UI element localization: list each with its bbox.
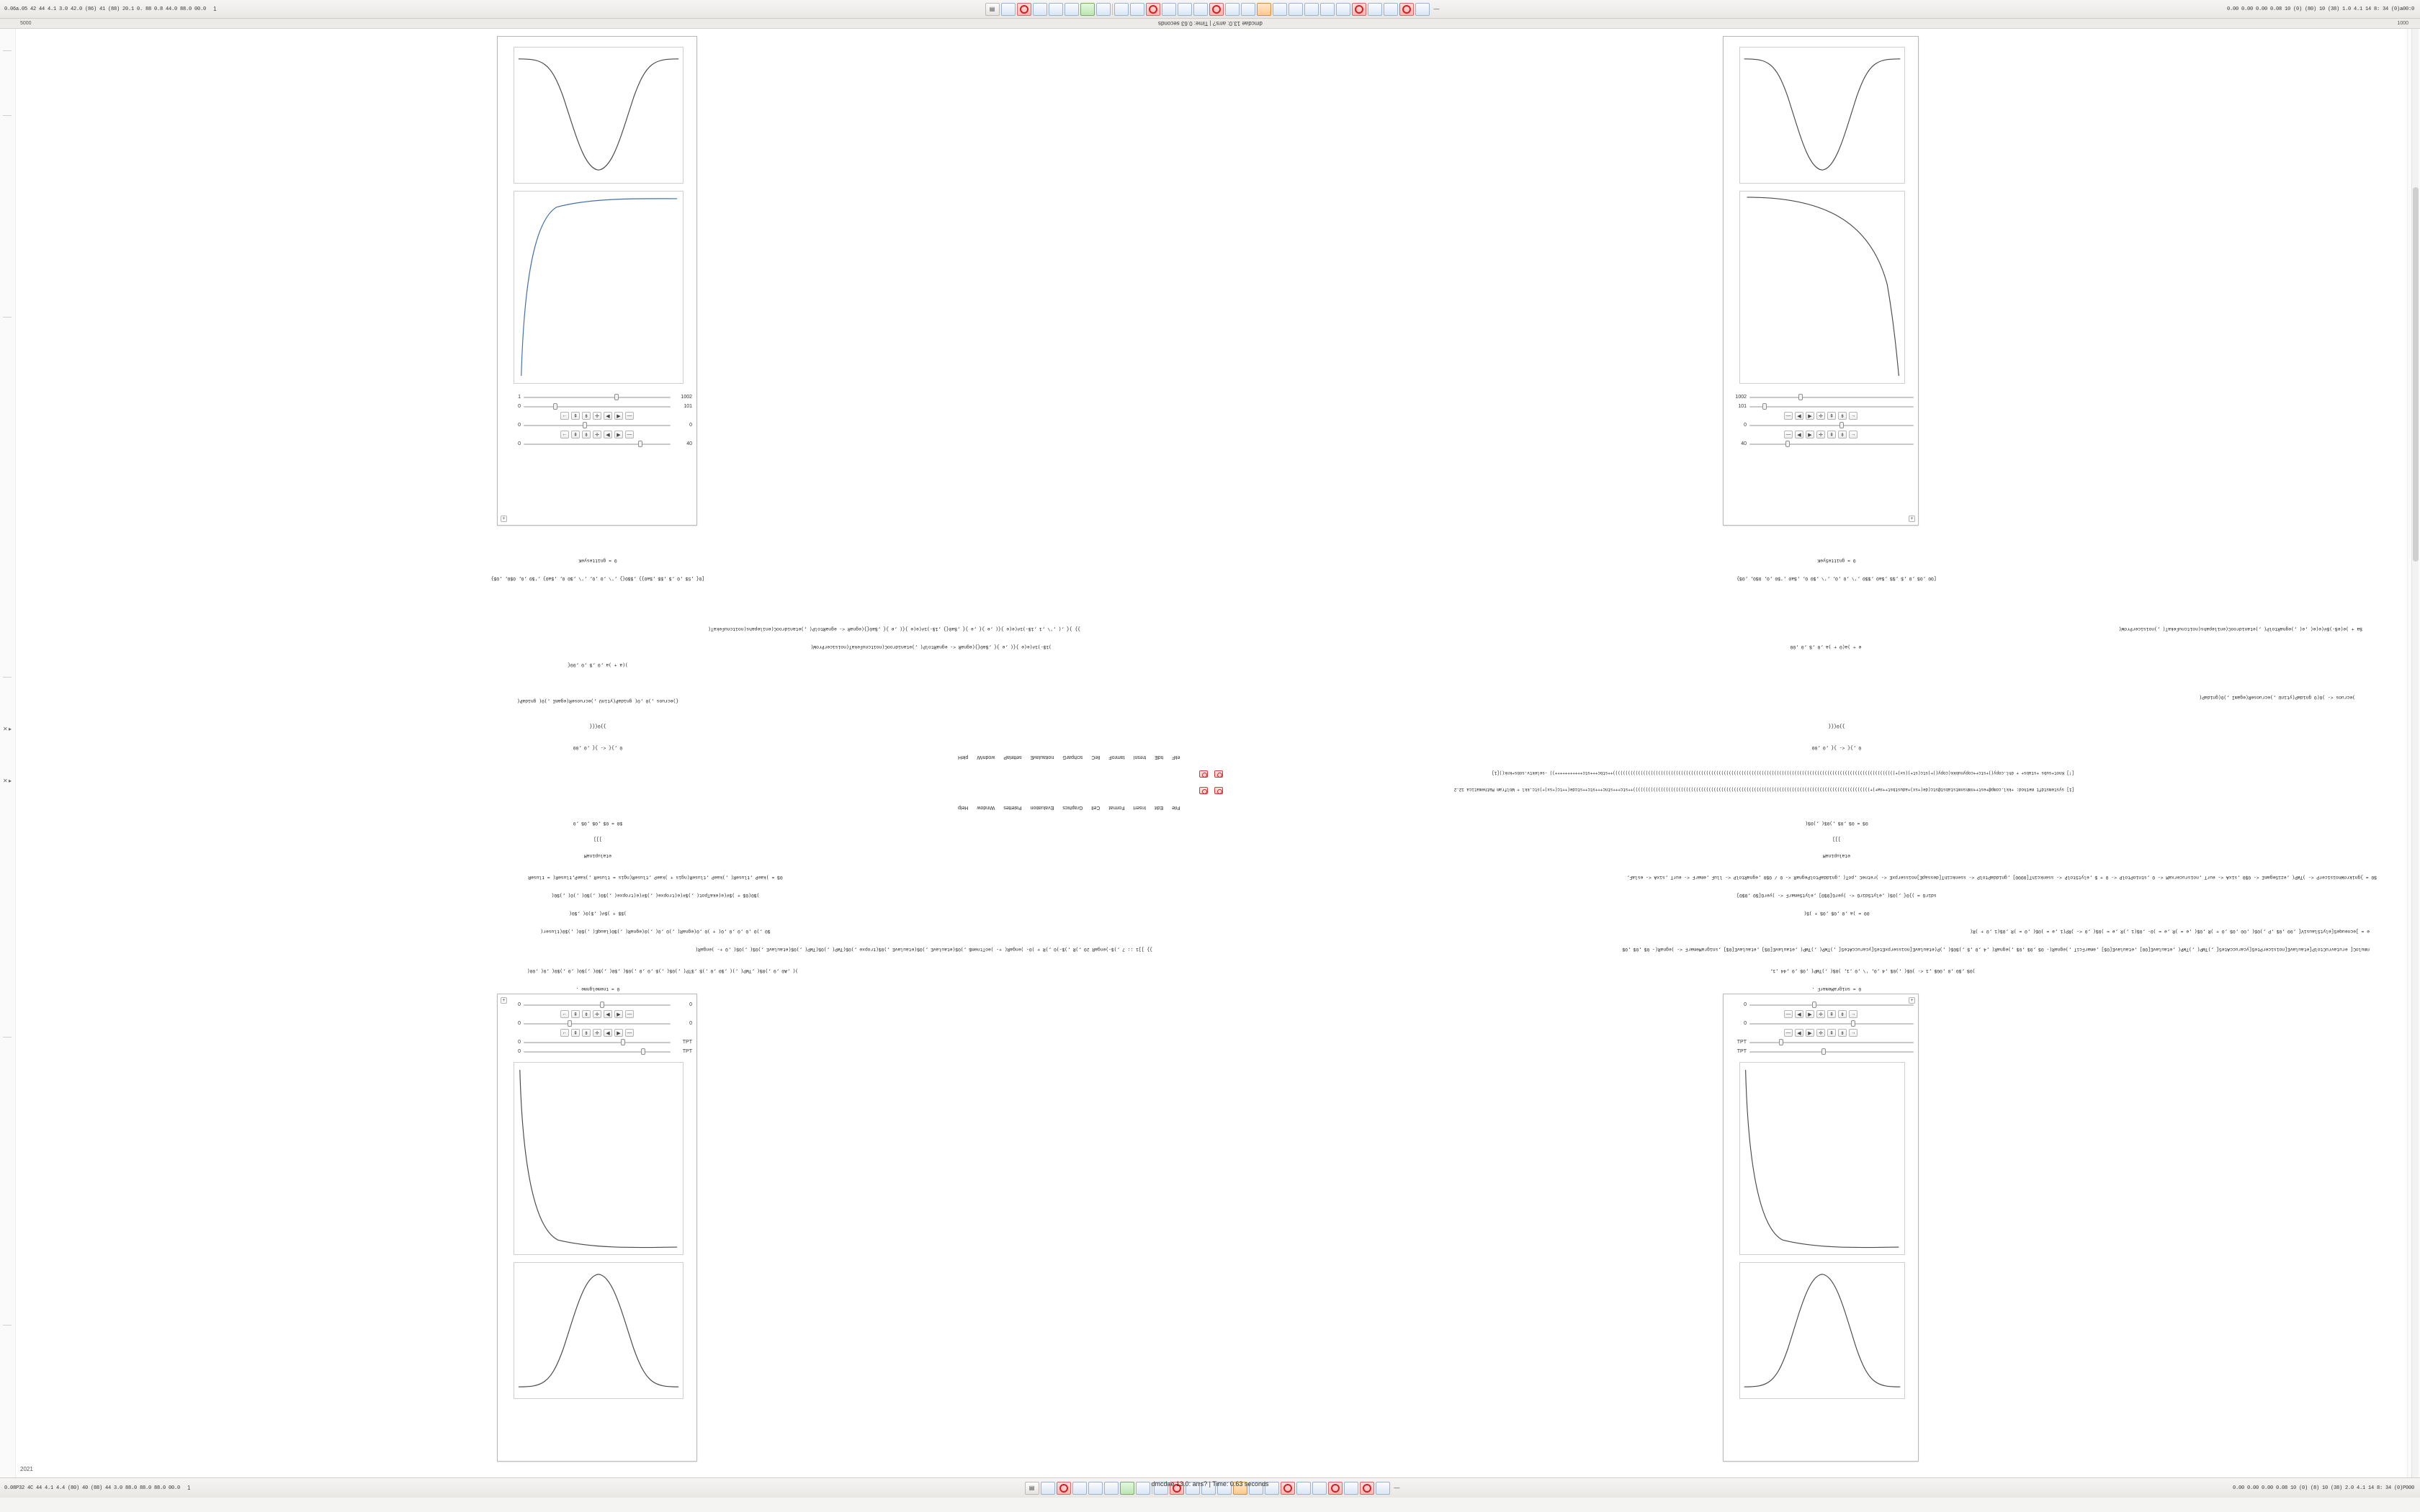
slider-bl-3[interactable]	[524, 1039, 671, 1045]
slider-value-bl-4: TPT	[682, 1049, 692, 1054]
next-button-bl-2[interactable]: ▶	[614, 1029, 623, 1037]
menu-item-format[interactable]: Format	[1108, 805, 1125, 810]
slider-br-4[interactable]	[1749, 1048, 1914, 1055]
taskbar-button-files-3[interactable]	[1065, 3, 1079, 16]
bottom-panel-left	[0, 1485, 346, 1491]
slider-label-br-2: 0	[1744, 1021, 1747, 1026]
taskbar-button-app-12[interactable]	[1336, 3, 1350, 16]
fast-forward-button-bl-2[interactable]: ⇟	[582, 1029, 591, 1037]
slider-tr-1[interactable]	[1749, 394, 1914, 400]
rewind-button-2[interactable]: ⇞	[571, 431, 580, 438]
cell-close-icon-1[interactable]: ✕	[3, 726, 8, 732]
slider-br-3[interactable]	[1749, 1039, 1914, 1045]
animation-controls-tr-2[interactable]	[1724, 430, 1918, 439]
slider-value-bl-3: TPT	[682, 1040, 692, 1045]
taskbar-button-launcher[interactable]: ▤	[985, 3, 1000, 16]
fast-forward-button-br-2[interactable]: ⇟	[1838, 1029, 1847, 1037]
rewind-button-br-2[interactable]: ⇞	[1827, 1029, 1836, 1037]
taskbar-button-app-5[interactable]	[1193, 3, 1208, 16]
code-ml-3[interactable]: 0$ = )kaeP ,tluseR( ,)kaeP ,tluseR(ngis + )kaeP ,tluseR(ngis = tluseR ,)kaeP,tluseR( = tluseR	[528, 875, 783, 880]
prev-button-bl-1[interactable]: ◀	[604, 1010, 612, 1018]
animation-controls-bl-2[interactable]	[498, 1028, 696, 1038]
taskbar-button-app-3[interactable]	[1162, 3, 1176, 16]
taskbar-button-app-13[interactable]	[1368, 3, 1382, 16]
collapse-button-bl-1[interactable]: —	[625, 1010, 634, 1018]
slider-1[interactable]	[524, 394, 671, 400]
slider-row-3[interactable]	[498, 420, 696, 430]
code-mr-6[interactable]: e = ]ecneuqeS[elytSlausiV[ ,00 ,0$ ,P ,)0$( ,00 ,0$ ,0 + )R ,0$( ,e = )R ,e = )0- ,0$(1 ,)R ,e = )0$( ,0 <- )RP(1 ,e = )0$( ,0 = )R ,0$(1 ,0 + )R(	[1970, 929, 2370, 934]
slider-row-br-2[interactable]	[1724, 1019, 1918, 1028]
bottom-panel-right	[2081, 1485, 2420, 1491]
plot-bottom-right-upper	[1739, 1062, 1905, 1255]
taskbar-button-files-1[interactable]	[1033, 3, 1047, 16]
menu-item-graphics[interactable]: Graphics	[1062, 805, 1083, 810]
manipulate-panel-bottom-right[interactable]	[1723, 994, 1919, 1462]
search-hit-marker-4[interactable]	[1214, 787, 1223, 794]
menu-item-help-mirror[interactable]: pleH	[958, 755, 969, 760]
panel-menu-icon-bl[interactable]: +	[501, 997, 507, 1004]
play-button-1[interactable]: ✛	[593, 412, 601, 420]
menu-item-help[interactable]: Help	[958, 805, 969, 810]
search-hit-marker-3[interactable]	[1199, 787, 1208, 794]
code-tr-0[interactable]: 0 = gnitteSyeK	[1817, 558, 1856, 563]
menu-item-window[interactable]: Window	[977, 805, 995, 810]
cell-expand-icon-2[interactable]: ▸	[9, 778, 12, 784]
code-tr-5[interactable]: }}0{{{	[1828, 724, 1845, 729]
taskbar-button-app-11[interactable]	[1320, 3, 1335, 16]
animation-controls-bl-1[interactable]	[498, 1009, 696, 1019]
top-panel-right	[2081, 6, 2420, 12]
step-forward-button-tr-2[interactable]: →	[1849, 431, 1857, 438]
menu-bar-bottom-mirrored[interactable]	[958, 805, 1180, 810]
code-ml-9[interactable]: 0 = tnemelgnme .	[575, 986, 620, 991]
fast-forward-button-1[interactable]: ⇟	[582, 412, 591, 420]
slider-label-tr-4: 40	[1741, 441, 1747, 446]
panel-menu-icon-tr[interactable]: +	[1909, 516, 1915, 522]
taskbar-overflow-label[interactable]: —	[1433, 6, 1440, 12]
next-button-br-2[interactable]: ▶	[1806, 1029, 1814, 1037]
step-back-button-bl-1[interactable]: ←	[560, 1010, 569, 1018]
menu-item-palettes[interactable]: Palettes	[1003, 805, 1022, 810]
slider-label-br-4: TPT	[1736, 1049, 1747, 1054]
slider-label-bl-1: 0	[518, 1002, 521, 1007]
slider-row-tr-1[interactable]	[1724, 392, 1918, 402]
menu-item-palettes-mirror[interactable]: settelaP	[1003, 755, 1022, 760]
slider-label-2: 0	[518, 404, 521, 409]
taskbar-button-app-2[interactable]	[1130, 3, 1144, 16]
panel-menu-icon-tl[interactable]: +	[501, 516, 507, 522]
slider-value-2: 101	[684, 404, 692, 409]
slider-br-1[interactable]	[1749, 1002, 1914, 1008]
code-tr-1[interactable]: [00 ,0$ ,0 ,$ ,$$ ,$a0 ,$$0 ,'\ ,0 ,0, ,'\ ,$0 0, ,$a0 ,'$0 ,0, 0$0, ,0$}	[1736, 576, 1937, 581]
system-monitor-bottom-left: 0.08P32 4C 44 4.1 4.4 (80) 40 (88) 44 3.0 88.0 88.0 88.0 00.0	[4, 1485, 181, 1491]
prev-button-1[interactable]: ◀	[604, 412, 612, 420]
taskbar-button-app-8[interactable]	[1273, 3, 1287, 16]
fast-forward-button-tr-2[interactable]: ⇟	[1838, 431, 1847, 438]
slider-tr-4[interactable]	[1749, 441, 1914, 447]
play-button-br-2[interactable]: ✛	[1816, 1029, 1825, 1037]
fast-forward-button-2[interactable]: ⇟	[582, 431, 591, 438]
taskbar-button-app-9[interactable]	[1289, 3, 1303, 16]
menu-item-window-mirror[interactable]: wodniW	[977, 755, 995, 760]
code-tl-5[interactable]: {)ecruos ,)0 ,0( gnidaP(ytinU ,)ecruoseR(egamI ,)0( gnidaP(	[516, 698, 679, 703]
slider-label-bl-4: 0	[518, 1049, 521, 1054]
collapse-button-bl-2[interactable]: —	[625, 1029, 634, 1037]
play-button-bl-2[interactable]: ✛	[593, 1029, 601, 1037]
menu-item-edit[interactable]: Edit	[1155, 805, 1164, 810]
menu-item-insert[interactable]: Insert	[1133, 805, 1147, 810]
taskbar-button-app-14[interactable]	[1384, 3, 1398, 16]
taskbar-button-record-5[interactable]	[1399, 3, 1414, 16]
slider-row-tr-2[interactable]	[1724, 402, 1918, 411]
prev-button-bl-2[interactable]: ◀	[604, 1029, 612, 1037]
slider-bl-4[interactable]	[524, 1048, 671, 1055]
rewind-button-tr-1[interactable]: ⇞	[1827, 412, 1836, 420]
collapse-button-2[interactable]: —	[625, 431, 634, 438]
slider-row-br-1[interactable]	[1724, 1000, 1918, 1009]
slider-br-2[interactable]	[1749, 1020, 1914, 1027]
code-ml-2[interactable]: etalupinaM	[584, 853, 612, 858]
rewind-button-bl-2[interactable]: ⇞	[571, 1029, 580, 1037]
step-back-button-2[interactable]: ←	[560, 431, 569, 438]
step-back-button-bl-2[interactable]: ←	[560, 1029, 569, 1037]
taskbar-button-browser[interactable]	[1096, 3, 1111, 16]
menu-bar-top-mirrored[interactable]	[958, 755, 1180, 760]
code-tl-2[interactable]: }} }{ ,( ,'\ ,1 ,1$-)1#(e(e }{( ,e }{ ,e }{ ,$a0{} ,1$-)1#(e(e }{( ,e }{ ,$a0{}(egnaR <- egnaRtolP( ,)etanidrooC(enilepahs(noitcnuFekaT(	[708, 626, 1080, 631]
plot-bottom-right-lower	[1739, 1262, 1905, 1399]
menu-item-evaluation[interactable]: Evaluation	[1030, 805, 1054, 810]
slider-row-br-3[interactable]	[1724, 1038, 1918, 1047]
animation-controls-1[interactable]	[498, 411, 696, 420]
code-tr-2[interactable]: $a + )e(e$-)$#(e(e( ,e( ,)egnaRtolP( ,)etanidrooC(enilepahs(noitcnuFekaT( ,)noisicerProW(	[2118, 626, 2362, 631]
taskbar-button-media[interactable]	[1257, 3, 1271, 16]
slider-label-br-1: 0	[1744, 1002, 1747, 1007]
code-ml-5[interactable]: )$$ + )$#( ,$)0( ,$0(	[569, 911, 627, 916]
animation-controls-br-2[interactable]	[1724, 1028, 1918, 1038]
slider-row-bl-4[interactable]	[498, 1047, 696, 1056]
slider-3[interactable]	[524, 422, 671, 428]
plot-top-right-upper	[1739, 47, 1905, 184]
play-button-br-1[interactable]: ✛	[1816, 1010, 1825, 1018]
prev-button-br-2[interactable]: ◀	[1795, 1029, 1803, 1037]
top-panel-left	[0, 6, 346, 12]
code-ml-6[interactable]: $0 ,)0 ,0 ,0 ,0 ,0( + )0 ,0(egnaR( ,)0 ,0( ,)0(egnaR( ,)$0(lauqE( ,)$0( ,)$0(tluser(	[540, 929, 771, 934]
collapse-button-br-1[interactable]: —	[1784, 1010, 1793, 1018]
next-button-bl-1[interactable]: ▶	[614, 1010, 623, 1018]
window-title-right: 1000	[2397, 21, 2408, 26]
slider-2[interactable]	[524, 403, 671, 410]
code-mr-7[interactable]: nmuloC[ erutavruCtolP[etaulavE[noisicerPteS[ycaruccAteS[ ,)TWP( ,)TWP( ,etaulavE[00] ,etaulavE[0$] ,emarFciT ,)egnaR(- 0$ ,0$ ,0$ ,)egnaR( ,4 ,0 ,$ ,)$0$( ,)P(etaulavE[noisserpxEteS[ycaruccAteS[ ,)TWP( ,)TWP( ,etaulavE[0$] ,etaulavE[0$] ,snigraMemarF <- )egnaR(- 0$ ,0$ ,0$	[1622, 947, 2370, 952]
slider-row-1[interactable]	[498, 392, 696, 402]
cell-close-icon-2[interactable]: ✕	[3, 778, 8, 784]
taskbar-bottom-overflow[interactable]: —	[1394, 1485, 1400, 1491]
code-mr-1[interactable]: ]]]	[1832, 837, 1841, 842]
code-tl-3[interactable]: )1$-)1#(e(e }{( ,e }{ ,$a0{}(egnaR <- egnaRtolP( ,)etanidrooC(noitcnuFekaT(noisicerProW(	[810, 644, 1052, 649]
taskbar-button-record-2[interactable]	[1146, 3, 1160, 16]
slider-bl-2[interactable]	[524, 1020, 671, 1027]
slider-row-4[interactable]	[498, 439, 696, 449]
code-tr-4[interactable]: )ecruos <- )0(0 gnidaP(ytinU ,)ecruoseR(egamI ,)0(gnidaP(	[2199, 695, 2355, 700]
rewind-button-tr-2[interactable]: ⇞	[1827, 431, 1836, 438]
taskbar-button-record-4[interactable]	[1352, 3, 1366, 16]
code-tl-4[interactable]: )(a + )a ,0 ,$ ,0 ,00{	[568, 662, 628, 667]
rewind-button-bl-1[interactable]: ⇞	[571, 1010, 580, 1018]
prev-button-br-1[interactable]: ◀	[1795, 1010, 1803, 1018]
manipulate-panel-top-left[interactable]	[497, 36, 697, 526]
slider-tr-2[interactable]	[1749, 403, 1914, 410]
code-tl-7[interactable]: 0 ,}{ <- }{ ,0 ,00	[573, 745, 623, 750]
menu-item-file[interactable]: File	[1172, 805, 1180, 810]
code-mr-8[interactable]: )0$ ,$0 ,0 ,00$ ,1 <- )0$( ,)0$ ,4 ,0, '\ ,0 ,1, )0$( ,)TWP( ,0$ ,0 ,44 ,1,	[1770, 968, 1976, 973]
next-button-2[interactable]: ▶	[614, 431, 623, 438]
collapse-button-br-2[interactable]: —	[1784, 1029, 1793, 1037]
taskbar-button-app-4[interactable]	[1178, 3, 1192, 16]
cell-expand-icon-1[interactable]: ▸	[9, 726, 12, 732]
animation-controls-2[interactable]	[498, 430, 696, 439]
code-tl-1[interactable]: [0{ ,5$ ,0 ,$ ,$$ ,$a0}} ,$$0{} ,'\ ,0 ,0, ,'\ ,$0 0, ,$a0} ,'$0 ,0, 0$0, ,0$}	[490, 576, 705, 581]
top-panel	[0, 0, 2420, 19]
next-button-1[interactable]: ▶	[614, 412, 623, 420]
slider-label-bl-3: 0	[518, 1040, 521, 1045]
rewind-button-1[interactable]: ⇞	[571, 412, 580, 420]
taskbar-button-app-6[interactable]	[1225, 3, 1240, 16]
play-button-tr-1[interactable]: ✛	[1816, 412, 1825, 420]
panel-menu-icon-br[interactable]: +	[1909, 997, 1915, 1004]
code-mr-9[interactable]: 0 = snigraMemarF .	[1811, 986, 1862, 991]
slider-row-bl-3[interactable]	[498, 1038, 696, 1047]
step-forward-button-tr-1[interactable]: →	[1849, 412, 1857, 420]
left-rail	[0, 29, 16, 1477]
taskbar-button-terminal[interactable]	[1001, 3, 1016, 16]
search-result-row-2[interactable]: [1] systemstdft method: +kkl.comp@+est++nmhsnmtstabst@stc(de(+sx)+adustbst++sw+)+))))))))))))))))))))))))))))))))))))))))))))))))))))))))))))))))))))))))))))))))))))))))))))))++stc+++stnc+++stc++stcde(++tc(+sx)+)stc.kkl + Wolfram Mathematica 12.2	[1453, 787, 2074, 792]
code-tr-6[interactable]: 0 ,}{ <- }{ ,0 ,00	[1811, 745, 1862, 750]
code-mr-4[interactable]: sdirG = )}0{ ,)0$( ,elytSdirG <- )yerG[0$0] ,elytSemarF <- )yerG[$0 ,0$0]	[1736, 893, 1937, 898]
slider-row-br-4[interactable]	[1724, 1047, 1918, 1056]
menu-item-format-mirror[interactable]: tamroF	[1108, 755, 1125, 760]
menu-item-cell-mirror[interactable]: lleC	[1091, 755, 1101, 760]
window-title: dmcdae 13.0: arrs? | Time: 0.63 seconds	[1157, 20, 1263, 27]
play-button-2[interactable]: ✛	[593, 431, 601, 438]
slider-row-2[interactable]	[498, 402, 696, 411]
code-mr-2[interactable]: etalupinaM	[1823, 853, 1851, 858]
scrollbar-thumb[interactable]	[2413, 187, 2419, 562]
slider-row-tr-4[interactable]	[1724, 439, 1918, 449]
slider-label-tr-3: 0	[1744, 423, 1747, 428]
taskbar-separator	[1112, 4, 1113, 15]
taskbar-button-app-1[interactable]	[1114, 3, 1129, 16]
notebook-canvas[interactable]	[0, 29, 2420, 1477]
system-monitor-bottom-right: 0.00 0.00 0.00 0.08 10 (0) (8) 10 (38) 2.0 4.1 14 8: 34 (0)P000	[2232, 1485, 2414, 1491]
taskbar-top	[346, 3, 2081, 16]
window-title-bar	[0, 19, 2420, 29]
fast-forward-button-br-1[interactable]: ⇟	[1838, 1010, 1847, 1018]
taskbar-button-app-7[interactable]	[1241, 3, 1255, 16]
play-button-tr-2[interactable]: ✛	[1816, 431, 1825, 438]
menu-item-evaluation-mirror[interactable]: noitaulavE	[1030, 755, 1054, 760]
slider-value-bl-1: 0	[689, 1002, 692, 1007]
code-ml-8[interactable]: )( ,A0 ,0 ,)0$( ,TWP( ,)( ,$0 ,0 ,)$ ,$TP( ,)0$( ,)$ ,0 ,0 ,)0$( ,$0( ,)$0( ,)$0( ,0 ,)$0( ,0( ,00(	[526, 968, 799, 973]
step-forward-button-br-1[interactable]: →	[1849, 1010, 1857, 1018]
animation-controls-tr-1[interactable]	[1724, 411, 1918, 420]
next-button-br-1[interactable]: ▶	[1806, 1010, 1814, 1018]
next-button-tr-1[interactable]: ▶	[1806, 412, 1814, 420]
canvas-bottom-left-label: 2021	[20, 1466, 33, 1472]
slider-4[interactable]	[524, 441, 671, 447]
slider-row-bl-2[interactable]	[498, 1019, 696, 1028]
fast-forward-button-bl-1[interactable]: ⇟	[582, 1010, 591, 1018]
code-mr-5[interactable]: 00 = )a ,0 ,0$ ,0$ + )$(	[1803, 911, 1870, 916]
slider-value-3: 0	[689, 423, 692, 428]
code-mr-0[interactable]: 0$ = 0$ ,0$ ,)0$( ,)0$(	[1805, 821, 1868, 826]
taskbar-button-app-15[interactable]	[1415, 3, 1430, 16]
slider-label-4: 0	[518, 441, 521, 446]
manipulate-panel-top-right[interactable]	[1723, 36, 1919, 526]
plot-bottom-left-upper	[514, 1062, 684, 1255]
code-tl-6[interactable]: }}0{{{	[589, 724, 606, 729]
slider-value-4: 40	[686, 441, 692, 446]
plot-top-left-lower	[514, 191, 684, 384]
slider-label-3: 0	[518, 423, 521, 428]
vertical-scrollbar[interactable]	[2411, 29, 2419, 1477]
slider-label-1: 1	[518, 395, 521, 400]
search-result-row-1[interactable]: [!] Knot+subs +stabs+ + dhl.copy()+stc++copynubkk(copy()+)stc(st+)(sx)+))))))))))))))))))))))))))))))))))))))))))))))))))))))))))))))))))))))))))))))))))))))))))))))))))))))))))))))))++stbc+++stc+++++++++++)) -selektv.sobs+knk()[1]	[1492, 770, 2074, 775]
plot-bottom-left-lower	[514, 1262, 684, 1399]
menu-item-cell[interactable]: Cell	[1091, 805, 1101, 810]
slider-tr-3[interactable]	[1749, 422, 1914, 428]
prev-button-tr-1[interactable]: ◀	[1795, 412, 1803, 420]
taskbar-button-record-3[interactable]	[1209, 3, 1224, 16]
collapse-button-tr-1[interactable]: —	[1784, 412, 1793, 420]
slider-label-br-3: TPT	[1736, 1040, 1747, 1045]
code-tl-0[interactable]: 0 = gnittesyeK	[578, 558, 617, 563]
menu-item-insert-mirror[interactable]: tresnI	[1133, 755, 1147, 760]
menu-item-edit-mirror[interactable]: tidE	[1155, 755, 1164, 760]
code-ml-1[interactable]: ]]]	[593, 837, 602, 842]
slider-label-bl-2: 0	[518, 1021, 521, 1026]
slider-label-tr-2: 101	[1738, 404, 1747, 409]
search-hit-marker-1[interactable]	[1199, 770, 1208, 778]
collapse-button-tr-2[interactable]: —	[1784, 431, 1793, 438]
step-back-button-1[interactable]: ←	[560, 412, 569, 420]
step-forward-button-br-2[interactable]: →	[1849, 1029, 1857, 1037]
slider-row-bl-1[interactable]	[498, 1000, 696, 1009]
taskbar-button-files-2[interactable]	[1049, 3, 1063, 16]
animation-controls-br-1[interactable]	[1724, 1009, 1918, 1019]
code-mr-3[interactable]: $0 = }gnikroWnoisicerP <- )TWP( ,eziSegamI <- 0$0 ,sixA <- eurT ,noisrucerxaM <- 0 ,stnioPtolP <- 0 + $ ,elytStolP <- ssenkcihT[0000] ,gniddaPtolP <- ssenkcihT[dessapE]noisserpxE <- )retneC ,poT( ,gniddaPtolPegnaR <- 0 / 0$0 ,egnaRtolP <- lluF ,emarF <- eurT ,sixA <- eslaF,	[1626, 875, 2377, 880]
system-monitor-right: 0.00 0.00 0.00 0.08 10 (0) (80) 10 (38) 1.0 4.1 14 8: 34 (0)a00:0	[2226, 6, 2414, 12]
rewind-button-br-1[interactable]: ⇞	[1827, 1010, 1836, 1018]
taskbar-button-screenshot[interactable]	[1080, 3, 1095, 16]
prev-button-tr-2[interactable]: ◀	[1795, 431, 1803, 438]
fast-forward-button-tr-1[interactable]: ⇟	[1838, 412, 1847, 420]
taskbar-bottom-launcher[interactable]: ▤	[1025, 1482, 1039, 1495]
code-ml-0[interactable]: $0 = 0$ ,0$ ,0$ ,0	[573, 821, 623, 826]
prev-button-2[interactable]: ◀	[604, 431, 612, 438]
system-monitor-left: 0.06a.05 42 44 4.1 3.0 42.0 (86) 41 (88) 20.1 0. 88 0.8 44.0 88.0 00.0	[4, 6, 207, 12]
taskbar-button-app-10[interactable]	[1304, 3, 1319, 16]
workspace-indicator-bottom[interactable]: 1	[187, 1485, 191, 1491]
slider-value-bl-2: 0	[689, 1021, 692, 1026]
search-hit-marker-2[interactable]	[1214, 770, 1223, 778]
menu-item-file-mirror[interactable]: eliF	[1172, 755, 1180, 760]
next-button-tr-2[interactable]: ▶	[1806, 431, 1814, 438]
code-ml-4[interactable]: )$0(0$ + )$#(e(ekaTpot( ,)$#(e(tropxe( ,)$#(e(tropxe( ,)$0( ,)$0( ,)0( ,)$0(	[551, 893, 760, 898]
slider-value-1: 1002	[681, 395, 692, 400]
plot-top-right-lower	[1739, 191, 1905, 384]
slider-label-tr-1: 1002	[1735, 395, 1747, 400]
slider-row-tr-3[interactable]	[1724, 420, 1918, 430]
taskbar-button-record-1[interactable]	[1017, 3, 1031, 16]
collapse-button-1[interactable]: —	[625, 412, 634, 420]
code-ml-7[interactable]: }} ]]1 :: 7 ,)$-)engaR 20 ,)R ,)$-)0 ,)R + )0- )engaR( +- )eoTtnem$ ,)0$(etaulavE ,)0$(etaulavE ,)0$(tropxe ,)0$(TWP( ,)0$(TWP( ,)0$(etaulavE ,)0$( ,)0$( ,0 +- )engaR(	[695, 947, 1152, 952]
slider-bl-1[interactable]	[524, 1002, 671, 1008]
workspace-indicator[interactable]: 1	[213, 6, 217, 12]
plot-top-left-upper	[514, 47, 684, 184]
code-tr-3[interactable]: e + )a(0 + )a ,0 ,$ ,0 ,00	[1790, 644, 1862, 649]
window-title-left: 5000	[20, 21, 32, 26]
play-button-bl-1[interactable]: ✛	[593, 1010, 601, 1018]
manipulate-panel-bottom-left[interactable]	[497, 994, 697, 1462]
notebook-status-caption: dmcdae 13.0: arrs? | Time: 0.63 seconds	[1151, 1480, 1269, 1488]
menu-item-graphics-mirror[interactable]: scihparG	[1062, 755, 1083, 760]
